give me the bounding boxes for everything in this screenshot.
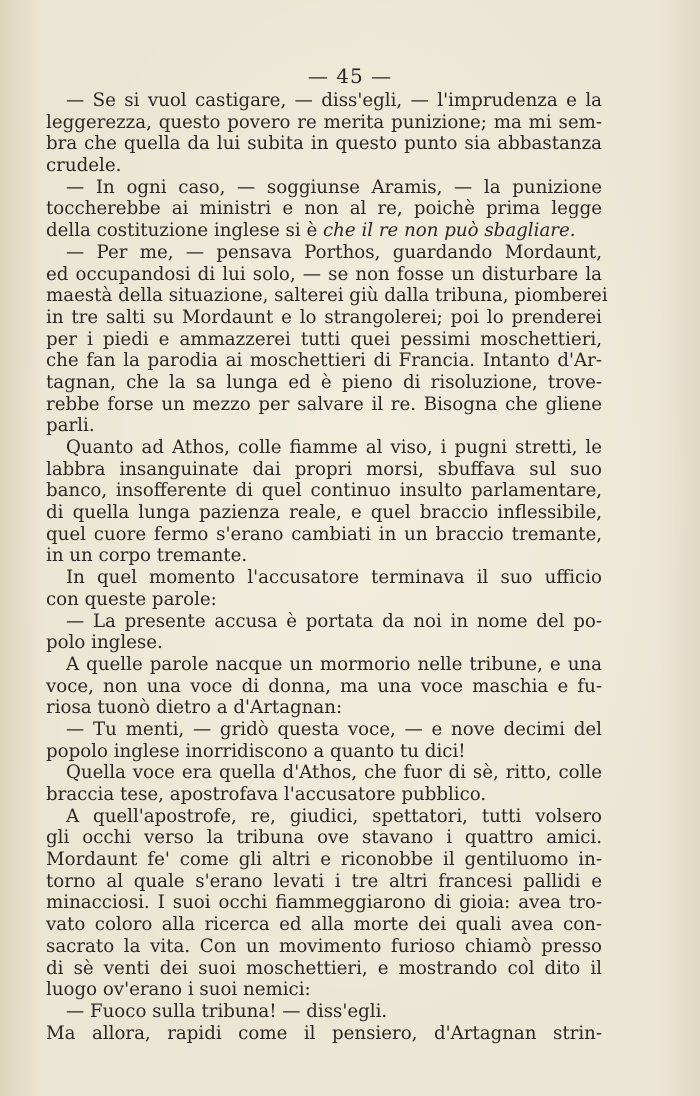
text-line: in un corpo tremante. — [46, 545, 248, 567]
page-number: — 45 — — [307, 64, 393, 88]
text-line: crudele. — [46, 155, 122, 177]
text-line: — In ogni caso, — soggiunse Aramis, — la punizione — [66, 176, 602, 198]
text-line: ed occupandosi di lui solo, — se non fosse un disturbare la — [46, 263, 602, 285]
text-line: tagnan, che la sa lunga ed è pieno di risoluzione, trove- — [46, 371, 602, 393]
text-line: per i piedi e ammazzerei tutti quei pessimi moschettieri, — [46, 328, 602, 350]
text-line: toccherebbe ai ministri e non al re, poichè prima legge — [46, 198, 602, 220]
text-line: gli occhi verso la tribuna ove stavano i quattro amici. — [46, 827, 602, 849]
text-line: della costituzione inglese si è che il re non può sbagliare. — [46, 220, 576, 242]
body-text — [46, 90, 608, 1044]
text-line: quel cuore fermo s'erano cambiati in un braccio tremante, — [46, 523, 602, 545]
text-line: polo inglese. — [46, 632, 163, 654]
text-line: luogo ov'erano i suoi nemici: — [46, 979, 311, 1001]
text-line: con queste parole: — [46, 588, 217, 610]
text-line: sacrato la vita. Con un movimento furioso chiamò presso — [46, 935, 602, 957]
text-line: di quella lunga pazienza reale, e quel braccio inflessibile, — [46, 502, 602, 524]
text-line: In quel momento l'accusatore terminava il suo ufficio — [66, 567, 602, 589]
text-line: braccia tese, apostrofava l'accusatore pubblico. — [46, 784, 487, 805]
text-line: — Fuoco sulla tribuna! — diss'egli. — [66, 1000, 388, 1022]
text-line: bra che quella da lui subita in questo punto sia abbastanza — [46, 133, 602, 155]
text-line: voce, non una voce di donna, ma una voce maschia e fu- — [46, 675, 602, 697]
text-line: torno al quale s'erano levati i tre altri francesi pallidi e — [46, 870, 602, 892]
text-line: minacciosi. I suoi occhi fiammeggiarono di gioia: avea tro- — [46, 892, 602, 914]
text-line: Quella voce era quella d'Athos, che fuor di sè, ritto, colle — [66, 762, 602, 784]
text-line: labbra insanguinate dai propri morsi, sbuffava sul suo — [46, 458, 602, 480]
text-line: A quell'apostrofe, re, giudici, spettatori, tutti volsero — [66, 805, 602, 827]
text-line: Mordaunt fe' come gli altri e riconobbe il gentiluomo in- — [46, 849, 602, 871]
text-line: in tre salti su Mordaunt e lo strangolerei; poi lo prenderei — [46, 306, 602, 328]
text-line: — Per me, — pensava Porthos, guardando Mordaunt, — [66, 241, 602, 263]
text-line: — La presente accusa è portata da noi in nome del po- — [66, 610, 602, 632]
text-line: riosa tuonò dietro a d'Artagnan: — [46, 697, 343, 719]
text-line: leggerezza, questo povero re merita punizione; ma mi sem- — [46, 111, 602, 133]
text-line: di sè venti dei suoi moschettieri, e mostrando col dito il — [46, 957, 602, 979]
text-line: — Se si vuol castigare, — diss'egli, — l'imprudenza e la — [66, 90, 602, 111]
text-line: A quelle parole nacque un mormorio nelle tribune, e una — [66, 653, 602, 675]
text-line: vato coloro alla ricerca ed alla morte dei quali avea con- — [46, 914, 602, 936]
text-line: che fan la parodia ai moschettieri di Francia. Intanto d'Ar- — [46, 350, 602, 372]
text-line: rebbe forse un mezzo per salvare il re. Bisogna che gliene — [46, 393, 602, 415]
text-line: maestà della situazione, salterei giù dalla tribuna, piomberei — [46, 285, 608, 307]
text-line: popolo inglese inorridiscono a quanto tu dici! — [46, 740, 466, 762]
text-line: — Tu menti, — gridò questa voce, — e nove decimi del — [66, 718, 602, 740]
text-line: banco, insofferente di quel continuo insulto parlamentare, — [46, 480, 602, 502]
text-line: Quanto ad Athos, colle fiamme al viso, i pugni stretti, le — [66, 437, 602, 458]
text-line: parli. — [46, 415, 95, 437]
text-line: Ma allora, rapidi come il pensiero, d'Artagnan strin- — [46, 1022, 602, 1044]
